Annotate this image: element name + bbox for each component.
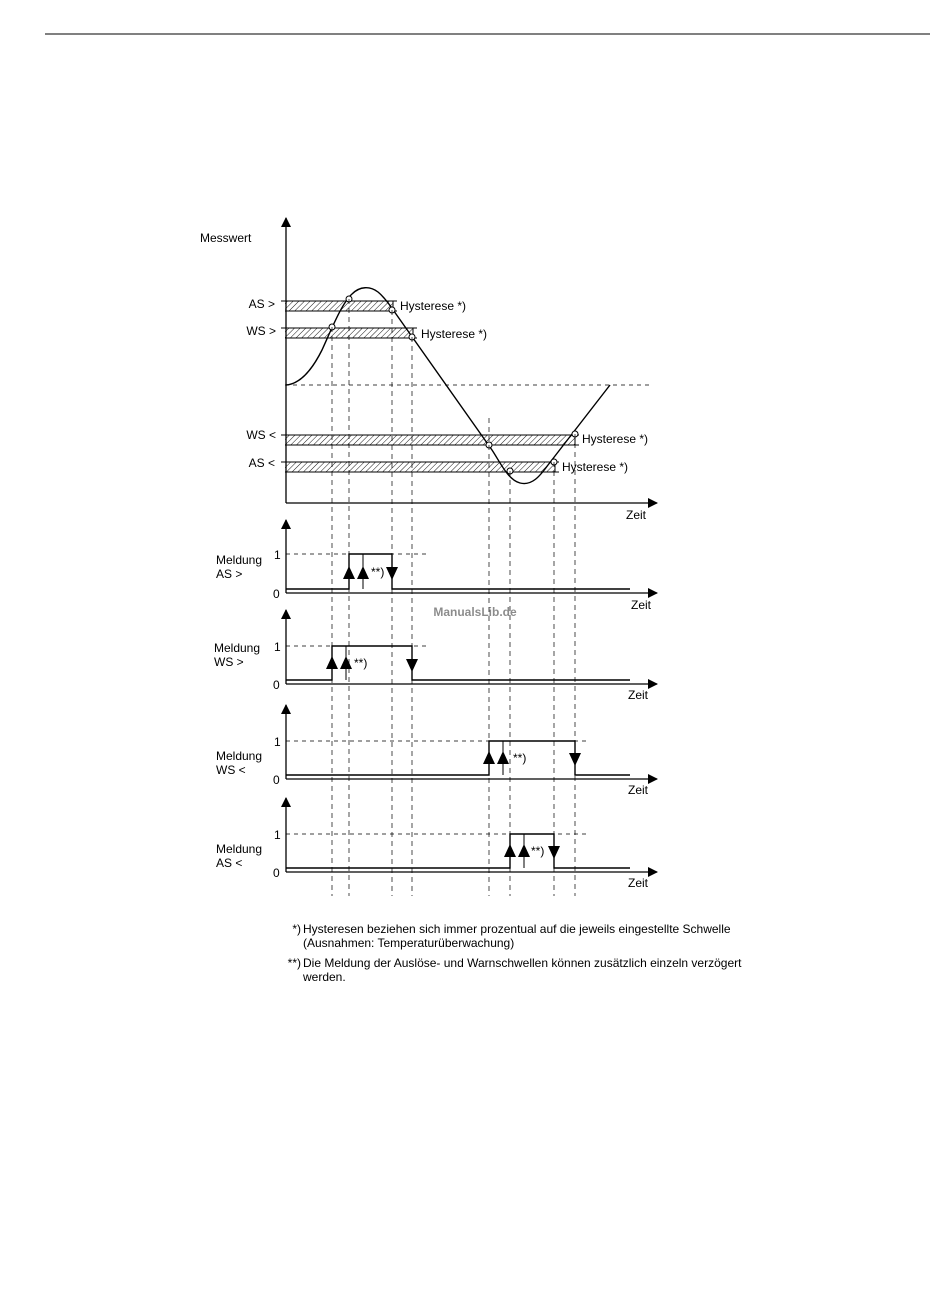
raise-arrow	[518, 844, 530, 857]
raise-arrow	[504, 844, 516, 857]
footnote-text	[303, 922, 801, 950]
level-label-low: 0	[273, 866, 280, 880]
raise-arrow	[340, 656, 352, 669]
message-label-line1: Meldung	[216, 842, 263, 856]
delay-note: **)	[354, 656, 368, 670]
delay-note: **)	[371, 565, 385, 579]
x-axis-label: Zeit	[626, 508, 647, 522]
x-axis-label: Zeit	[631, 598, 652, 612]
raise-arrow	[357, 566, 369, 579]
footnote-line: Hysteresen beziehen sich immer prozentual auf die jeweils eingestellte Schwelle	[303, 922, 731, 936]
threshold-label-ws-low: WS <	[246, 428, 276, 442]
level-label-low: 0	[273, 587, 280, 601]
level-label-high: 1	[274, 640, 281, 654]
footnote-line: werden.	[303, 970, 346, 984]
threshold-label-as-low: AS <	[248, 456, 275, 470]
raise-arrow	[497, 751, 509, 764]
level-label-high: 1	[274, 735, 281, 749]
message-label-line2: AS >	[216, 567, 243, 581]
footnote-marker: **)	[287, 956, 301, 970]
hysteresis-label-as-low: Hysterese *)	[562, 460, 629, 474]
footnote-line: (Ausnahmen: Temperaturüberwachung)	[303, 936, 515, 950]
hysteresis-label-ws-low: Hysterese *)	[582, 432, 649, 446]
message-label-line1: Meldung	[216, 749, 263, 763]
raise-arrow	[326, 656, 338, 669]
measured-value-curve	[286, 288, 610, 484]
message-label-line1: Meldung	[216, 553, 263, 567]
threshold-label-as-high: AS >	[248, 297, 275, 311]
message-label-line2: WS <	[216, 763, 246, 777]
delay-note: **)	[513, 751, 527, 765]
drop-arrow	[386, 567, 398, 580]
footnote	[281, 922, 801, 950]
hysteresis-label-ws-high: Hysterese *)	[421, 327, 488, 341]
x-axis-label: Zeit	[628, 876, 649, 890]
message-signal	[286, 646, 630, 680]
message-label-line2: WS >	[214, 655, 244, 669]
hysteresis-label-as-high: Hysterese *)	[400, 299, 467, 313]
drop-arrow	[548, 846, 560, 859]
hysteresis-band-ws-low	[285, 435, 575, 445]
footnote-line: Die Meldung der Auslöse- und Warnschwellen können zusätzlich einzeln verzögert	[303, 956, 742, 970]
footnotes	[281, 922, 801, 990]
threshold-label-ws-high: WS >	[246, 324, 276, 338]
footnote	[281, 956, 801, 984]
message-chart-as-low	[216, 798, 657, 890]
message-chart-as-high	[216, 520, 657, 612]
footnote-text	[303, 956, 801, 984]
delay-note: **)	[531, 844, 545, 858]
level-label-low: 0	[273, 678, 280, 692]
message-label-line1: Meldung	[214, 641, 261, 655]
hysteresis-band-as-low	[285, 462, 555, 472]
level-label-low: 0	[273, 773, 280, 787]
message-chart-ws-high	[214, 610, 657, 702]
message-chart-ws-low	[216, 705, 657, 797]
watermark: ManualsLib.de	[433, 605, 517, 619]
level-label-high: 1	[274, 548, 281, 562]
message-label-line2: AS <	[216, 856, 243, 870]
message-signal	[286, 554, 630, 589]
message-signal	[286, 834, 630, 868]
drop-arrow	[406, 659, 418, 672]
x-axis-label: Zeit	[628, 783, 649, 797]
y-axis-label: Messwert	[200, 231, 252, 245]
hysteresis-band-as-high	[285, 301, 393, 311]
drop-arrow	[569, 753, 581, 766]
footnote-marker: *)	[292, 922, 301, 936]
measured-value-chart	[200, 218, 657, 522]
raise-arrow	[343, 566, 355, 579]
x-axis-label: Zeit	[628, 688, 649, 702]
event-guide-lines	[332, 299, 575, 896]
level-label-high: 1	[274, 828, 281, 842]
raise-arrow	[483, 751, 495, 764]
